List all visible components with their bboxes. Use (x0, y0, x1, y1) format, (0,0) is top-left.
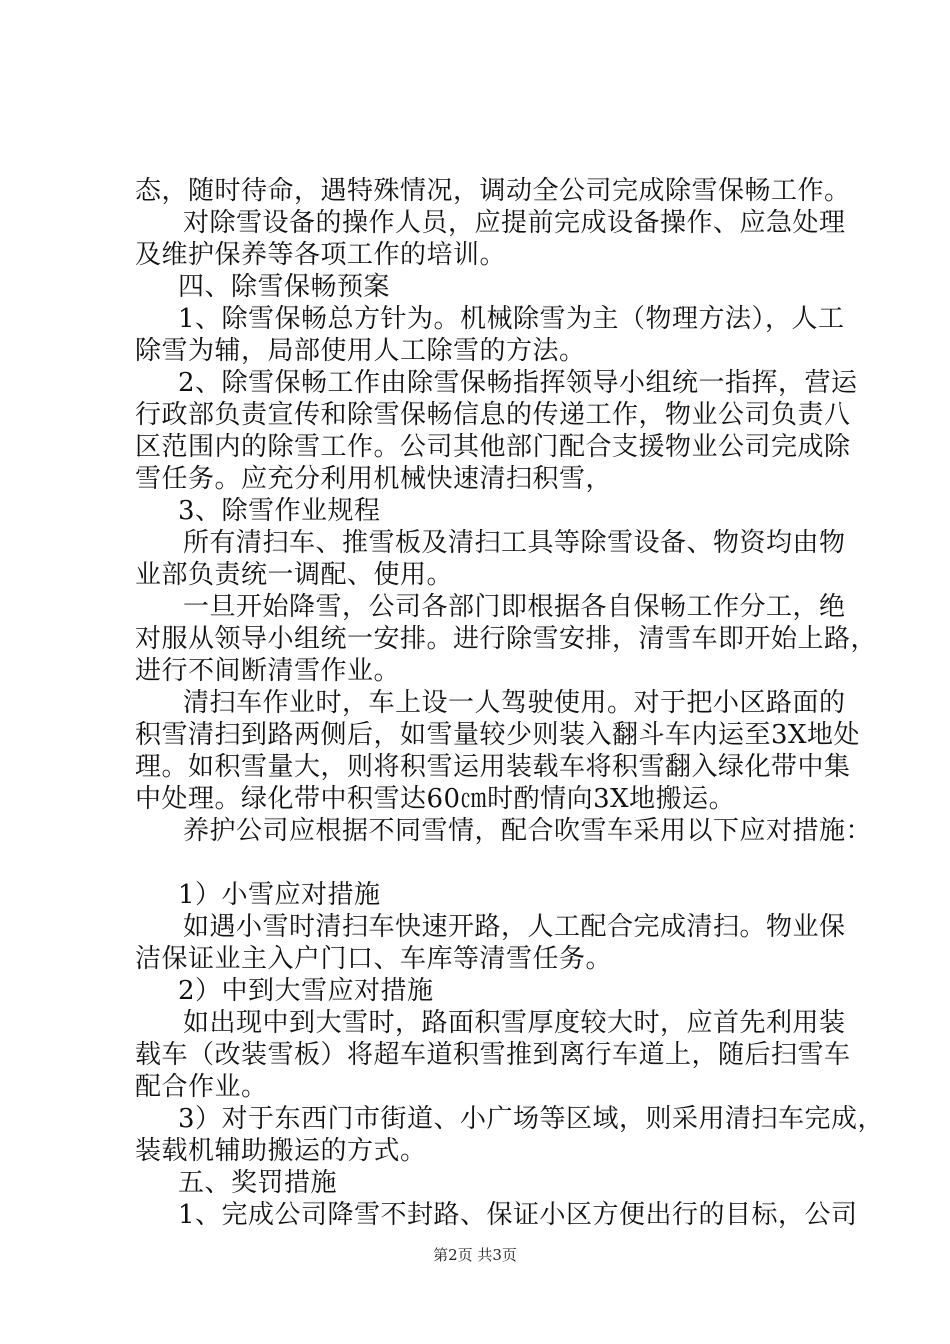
text-line: 对除雪设备的操作人员，应提前完成设备操作、应急处理 (183, 208, 846, 238)
subsection-heading: 1）小雪应对措施 (178, 880, 381, 910)
subsection-heading: 2）中到大雪应对措施 (178, 976, 434, 1006)
text-line: 业部负责统一调配、使用。 (135, 560, 454, 590)
text-line: 2、除雪保畅工作由除雪保畅指挥领导小组统一指挥，营运 (178, 368, 858, 398)
text-line: 态，随时待命，遇特殊情况，调动全公司完成除雪保畅工作。 (135, 176, 851, 206)
text-line: 进行不间断清雪作业。 (135, 656, 401, 686)
text-line: 雪任务。应充分利用机械快速清扫积雪， (135, 464, 613, 494)
text-line: 除雪为辅，局部使用人工除雪的方法。 (135, 336, 586, 366)
subsection-heading: 3、除雪作业规程 (178, 496, 381, 526)
section-heading: 四、除雪保畅预案 (178, 272, 391, 302)
text-line: 1、除雪保畅总方针为。机械除雪为主（物理方法），人工 (178, 304, 845, 334)
text-line: 如遇小雪时清扫车快速开路，人工配合完成清扫。物业保 (183, 912, 846, 942)
text-line: 一旦开始降雪，公司各部门即根据各自保畅工作分工，绝 (183, 592, 846, 622)
text-line: 及维护保养等各项工作的培训。 (135, 240, 507, 270)
text-line: 所有清扫车、推雪板及清扫工具等除雪设备、物资均由物 (183, 528, 846, 558)
text-line: 3）对于东西门市街道、小广场等区域，则采用清扫车完成， (178, 1104, 885, 1134)
section-heading: 五、奖罚措施 (178, 1168, 338, 1198)
text-line: 区范围内的除雪工作。公司其他部门配合支援物业公司完成除 (135, 432, 851, 462)
page-footer: 第2页 共3页 (433, 1246, 517, 1264)
text-line: 行政部负责宣传和除雪保畅信息的传递工作，物业公司负责八 (135, 400, 851, 430)
text-line: 理。如积雪量大，则将积雪运用装载车将积雪翻入绿化带中集 (135, 752, 851, 782)
text-line: 中处理。绿化带中积雪达60㎝时酌情向3X地搬运。 (135, 784, 736, 814)
text-line: 1、完成公司降雪不封路、保证小区方便出行的目标，公司 (178, 1200, 858, 1230)
text-line: 养护公司应根据不同雪情，配合吹雪车采用以下应对措施： (183, 816, 873, 846)
text-line: 积雪清扫到路两侧后，如雪量较少则装入翻斗车内运至3X地处 (135, 720, 861, 750)
text-line: 装载机辅助搬运的方式。 (135, 1136, 427, 1166)
text-line: 配合作业。 (135, 1072, 268, 1102)
text-line: 清扫车作业时，车上设一人驾驶使用。对于把小区路面的 (183, 688, 846, 718)
text-line: 如出现中到大雪时，路面积雪厚度较大时，应首先利用装 (183, 1008, 846, 1038)
text-line: 载车（改装雪板）将超车道积雪推到离行车道上，随后扫雪车 (135, 1040, 851, 1070)
text-line: 对服从领导小组统一安排。进行除雪安排，清雪车即开始上路， (135, 624, 878, 654)
text-line: 洁保证业主入户门口、车库等清雪任务。 (135, 944, 613, 974)
